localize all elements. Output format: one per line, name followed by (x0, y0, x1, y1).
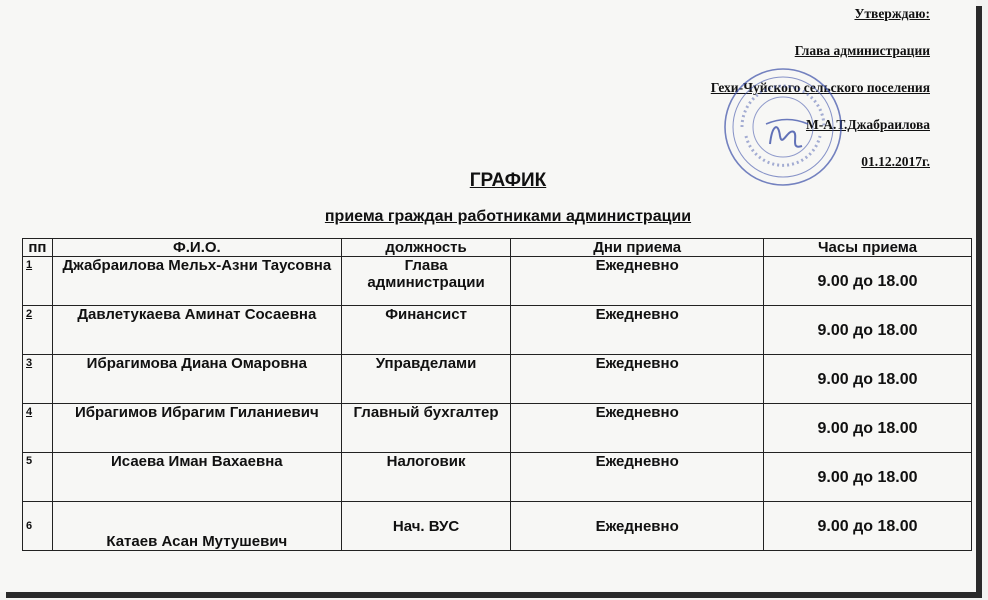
table-row (23, 306, 972, 355)
document-subtitle: приема граждан работниками администрации (324, 208, 692, 225)
row-name: Исаева Иман Вахаевна (52, 453, 341, 502)
table-header-row (23, 239, 972, 257)
approval-date: 01.12.2017г. (861, 154, 930, 169)
row-name: Ибрагимова Диана Омаровна (52, 355, 341, 404)
row-position: Управделами (341, 355, 511, 404)
header-full-name: Ф.И.О. (52, 239, 341, 257)
signature-icon (770, 127, 802, 147)
row-name: Давлетукаева Аминат Сосаевна (52, 306, 341, 355)
header-number: пп (23, 239, 53, 257)
row-hours: 9.00 до 18.00 (764, 257, 972, 306)
header-position: должность (341, 239, 511, 257)
header-hours: Часы приема (764, 239, 972, 257)
row-hours: 9.00 до 18.00 (764, 453, 972, 502)
row-hours: 9.00 до 18.00 (764, 502, 972, 551)
row-name: Ибрагимов Ибрагим Гиланиевич (52, 404, 341, 453)
row-position: Налоговик (341, 453, 511, 502)
row-hours: 9.00 до 18.00 (764, 355, 972, 404)
table-row (23, 404, 972, 453)
row-hours: 9.00 до 18.00 (764, 404, 972, 453)
row-days: Ежедневно (511, 355, 764, 404)
row-position: Главный бухгалтер (341, 404, 511, 453)
row-number: 1 (23, 257, 53, 306)
row-days: Ежедневно (511, 502, 764, 551)
document-title: ГРАФИК (469, 170, 547, 191)
row-position: Глава администрации (341, 257, 511, 306)
row-position: Нач. ВУС (341, 502, 511, 551)
row-days: Ежедневно (511, 306, 764, 355)
approval-organization: Гехи-Чуйского сельского поселения (710, 80, 930, 95)
approval-position: Глава администрации (794, 43, 930, 58)
row-number: 6 (23, 502, 53, 551)
row-days: Ежедневно (511, 453, 764, 502)
approval-signatory: М-А.Т.Джабраилова (805, 117, 930, 132)
approval-heading: Утверждаю: (854, 6, 930, 21)
header-days: Дни приема (511, 239, 764, 257)
row-hours: 9.00 до 18.00 (764, 306, 972, 355)
row-name: Катаев Асан Мутушевич (52, 502, 341, 551)
table-row (23, 355, 972, 404)
row-position: Финансист (341, 306, 511, 355)
table-row (23, 257, 972, 306)
row-number: 4 (23, 404, 53, 453)
row-number: 2 (23, 306, 53, 355)
table-row (23, 453, 972, 502)
row-number: 5 (23, 453, 53, 502)
row-number: 3 (23, 355, 53, 404)
row-days: Ежедневно (511, 257, 764, 306)
row-name: Джабраилова Мельх-Азни Таусовна (52, 257, 341, 306)
row-days: Ежедневно (511, 404, 764, 453)
reception-schedule-table (22, 238, 972, 551)
table-row (23, 502, 972, 551)
